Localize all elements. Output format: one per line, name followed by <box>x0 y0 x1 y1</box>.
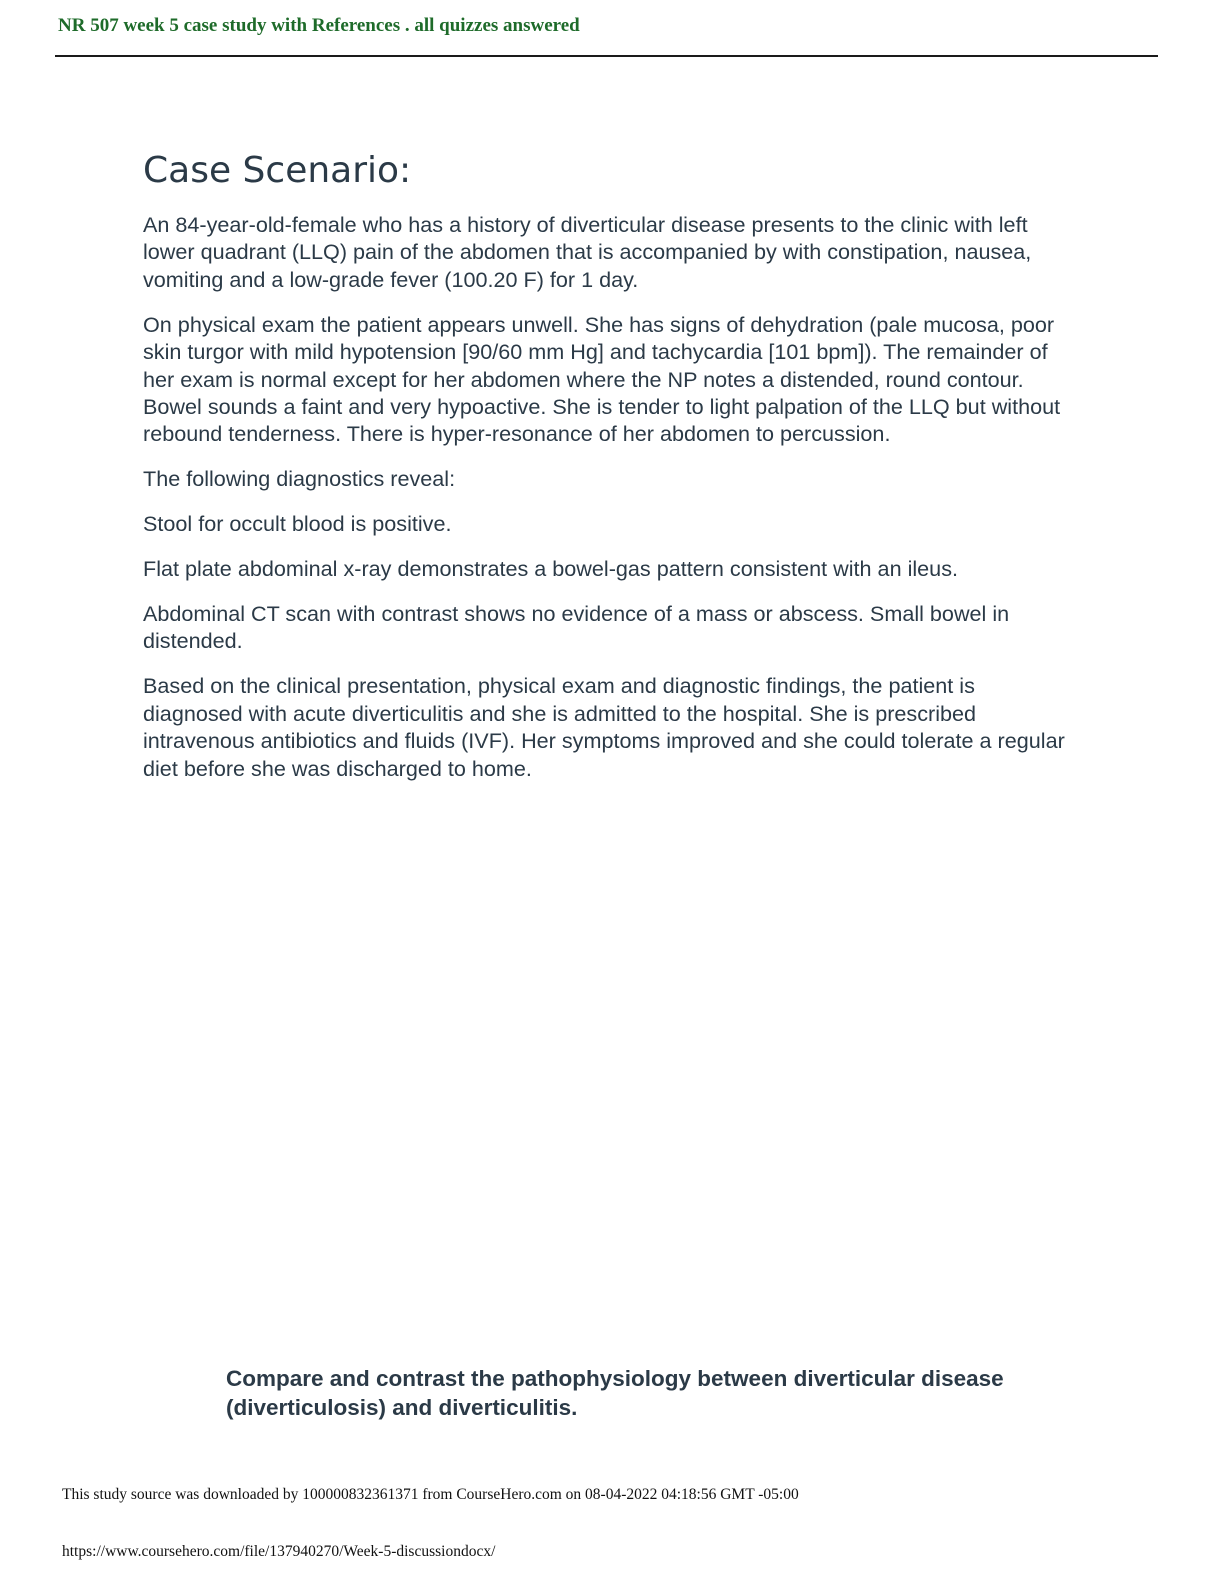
case-paragraph-diagnostics-intro: The following diagnostics reveal: <box>143 466 456 492</box>
case-paragraph-ct-scan: Abdominal CT scan with contrast shows no evidence of a mass or abscess. Small bowel in distended. <box>143 600 1010 654</box>
header-divider <box>55 55 1158 57</box>
case-paragraph-presentation: An 84-year-old-female who has a history of diverticular disease presents to the clinic with left lower quadrant (LLQ) pain of the abdomen that is accompanied by with constipation, nausea, vomiting and a low-grade fever (100.20 F) for 1 day. <box>143 212 1032 292</box>
case-scenario-heading: Case Scenario: <box>143 150 412 191</box>
source-url[interactable]: https://www.coursehero.com/file/137940270/Week-5-discussiondocx/ <box>62 1543 496 1560</box>
case-paragraph-diagnosis: Based on the clinical presentation, physical exam and diagnostic findings, the patient is diagnosed with acute diverticulitis and she is admitted to the hospital. She is prescribed intravenous antibiotics and fluids (IVF). Her symptoms improved and she could tolerate a regular diet before she was discharged to home. <box>143 673 1065 781</box>
case-paragraph-stool-test: Stool for occult blood is positive. <box>143 511 452 537</box>
document-header-title: NR 507 week 5 case study with References . all quizzes answered <box>58 15 580 36</box>
discussion-question: Compare and contrast the pathophysiology between diverticular disease (diverticulosis) and diverticulitis. <box>226 1366 1004 1420</box>
case-scenario-section <box>143 148 1073 799</box>
case-paragraph-xray: Flat plate abdominal x-ray demonstrates a bowel-gas pattern consistent with an ileus. <box>143 556 958 582</box>
case-paragraph-physical-exam: On physical exam the patient appears unwell. She has signs of dehydration (pale mucosa, poor skin turgor with mild hypotension [90/60 mm Hg] and tachycardia [101 bpm]). The remainder of her exam is normal except for her abdomen where the NP notes a distended, round contour. Bowel sounds a faint and very hypoactive. She is tender to light palpation of the LLQ but without rebound tenderness. There is hyper-resonance of her abdomen to percussion. <box>143 311 1061 447</box>
download-source-note: This study source was downloaded by 100000832361371 from CourseHero.com on 08-04-2022 04:18:56 GMT -05:00 <box>62 1486 799 1503</box>
